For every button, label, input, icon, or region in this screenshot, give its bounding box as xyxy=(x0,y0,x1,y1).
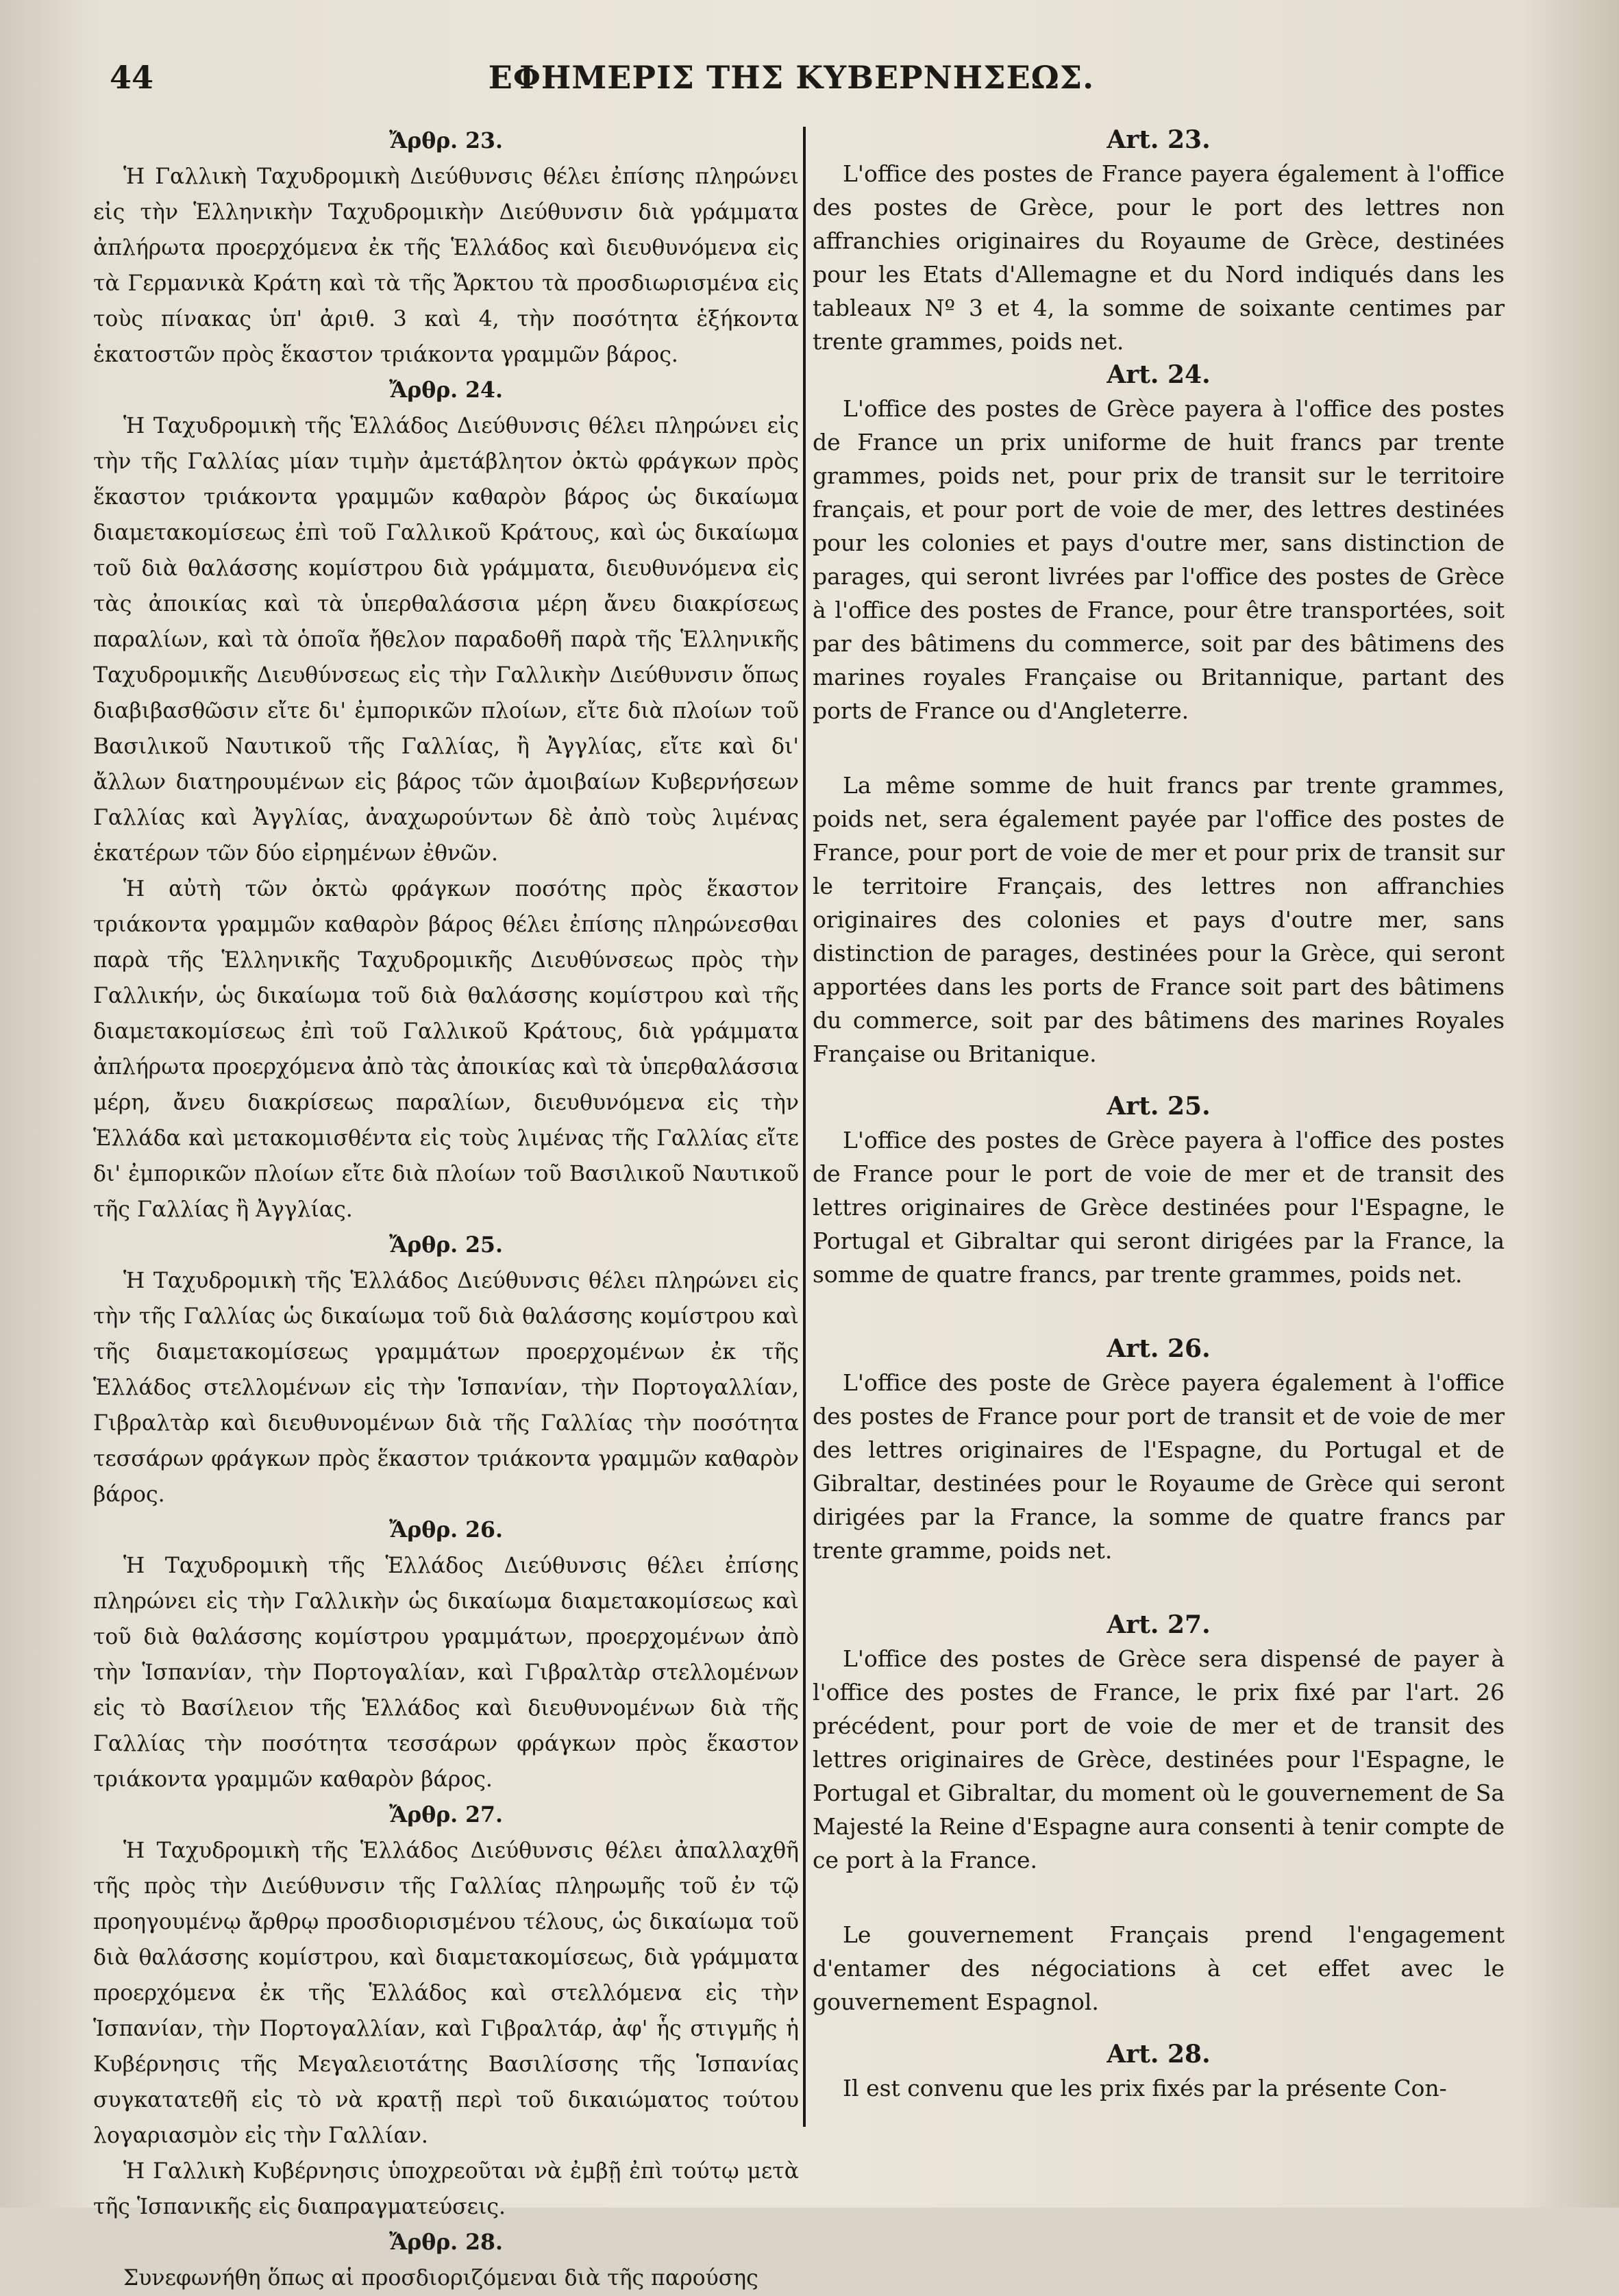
article-heading: Ἄρθρ. 24. xyxy=(389,377,503,403)
french-column xyxy=(813,123,1505,2171)
article-heading: Art. 26. xyxy=(1107,1334,1211,1363)
spacer xyxy=(813,2019,1505,2038)
article-paragraph: L'office des postes de Grèce payera à l'office des postes de France un prix uniforme de huit francs par trente grammes, poids net, pour prix de transit sur le territoire français, et pour port de voie de mer, des lettres destinées pour les colonies et pays d'outre mer, sans distinction de parages, qui seront livrées par l'office des postes de Grèce à l'office des postes de France, pour être transportées, soit par des bâtimens du commerce, soit par des bâtimens des marines royales Française ou Britannique, partant des ports de France ou d'Angleterre. xyxy=(813,395,1505,724)
spacer xyxy=(813,727,1505,769)
greek-column xyxy=(93,123,799,2291)
article-heading: Ἄρθρ. 28. xyxy=(389,2230,503,2255)
column-divider xyxy=(803,127,806,2127)
article-heading: Ἄρθρ. 23. xyxy=(389,128,503,153)
spacer xyxy=(813,1567,1505,1608)
page-header xyxy=(110,53,1473,108)
article-paragraph: La même somme de huit francs par trente grammes, poids net, sera également payée par l'office des postes de France, pour port de voie de mer et pour prix de transit sur le territoire Français, des lettres non affranchies originaires des colonies et pays d'outre mer, sans distinction de parages, destinées pour la Grèce, qui seront apportées dans les ports de France soit part des bâtimens du commerce, soit par des bâtimens des marines Royales Française ou Britanique. xyxy=(813,772,1505,1067)
article-heading: Art. 28. xyxy=(1107,2040,1211,2069)
article-paragraph: Ἡ Γαλλικὴ Ταχυδρομικὴ Διεύθυνσις θέλει ἐπίσης πληρώνει εἰς τὴν Ἑλληνικὴν Ταχυδρομικὴν Διεύθυνσιν διὰ γράμματα ἀπλήρωτα προερχόμενα ἐκ τῆς Ἑλλάδος καὶ διευθυνόμενα εἰς τὰ Γερμανικὰ Κράτη καὶ τὰ τῆς Ἄρκτου τὰ προσδιωρισμένα εἰς τοὺς πίνακας ὑπ' ἀριθ. 3 καὶ 4, τὴν ποσότητα ἑξήκοντα ἑκατοστῶν πρὸς ἕκαστον τριάκοντα γραμμῶν βάρος. xyxy=(93,164,799,367)
article-paragraph: Ἡ Γαλλικὴ Κυβέρνησις ὑποχρεοῦται νὰ ἐμβῇ ἐπὶ τούτῳ μετὰ τῆς Ἱσπανικῆς εἰς διαπραγματεύσεις. xyxy=(93,2159,799,2219)
page-number: 44 xyxy=(110,59,154,96)
article-heading: Art. 24. xyxy=(1107,360,1211,389)
article-paragraph: Ἡ Ταχυδρομικὴ τῆς Ἑλλάδος Διεύθυνσις θέλει πληρώνει εἰς τὴν τῆς Γαλλίας ὡς δικαίωμα τοῦ διὰ θαλάσσης κομίστρου καὶ τῆς διαμετακομίσεως γραμμάτων προερχομένων ἐκ τῆς Ἑλλάδος στελλομένων εἰς τὴν Ἱσπανίαν, τὴν Πορτογαλλίαν, Γιβραλτὰρ καὶ διευθυνομένων διὰ τῆς Γαλλίας τὴν ποσότητα τεσσάρων φράγκων πρὸς ἕκαστον τριάκοντα γραμμῶν καθαρὸν βάρος. xyxy=(93,1269,799,1507)
article-paragraph: Ἡ Ταχυδρομικὴ τῆς Ἑλλάδος Διεύθυνσις θέλει ἐπίσης πληρώνει εἰς τὴν Γαλλικὴν ὡς δικαίωμα διαμετακομίσεως καὶ τοῦ διὰ θαλάσσης κομίστρου γραμμάτων, προερχομένων ἀπὸ τὴν Ἱσπανίαν, τὴν Πορτογαλίαν, καὶ Γιβραλτὰρ στελλομένων εἰς τὸ Βασίλειον τῆς Ἑλλάδος καὶ διευθυνομένων διὰ τῆς Γαλλίας τὴν ποσότητα τεσσάρων φράγκων πρὸς ἕκαστον τριάκοντα γραμμῶν καθαρὸν βάρος. xyxy=(93,1553,799,1792)
article-paragraph: L'office des poste de Grèce payera également à l'office des postes de France pour port de transit et de voie de mer des lettres originaires de l'Espagne, du Portugal et de Gibraltar, destinées pour le Royaume de Grèce qui seront dirigées par la France, la somme de quatre francs par trente gramme, poids net. xyxy=(813,1369,1505,1564)
spacer xyxy=(813,1291,1505,1332)
article-paragraph: L'office des postes de Grèce payera à l'office des postes de France pour le port de voie de mer et de transit des lettres originaires de Grèce destinées pour l'Espagne, le Portugal et Gibraltar qui seront dirigées par la France, la somme de quatre francs, par trente grammes, poids net. xyxy=(813,1127,1505,1288)
article-paragraph: Ἡ αὐτὴ τῶν ὀκτὼ φράγκων ποσότης πρὸς ἕκαστον τριάκοντα γραμμῶν καθαρὸν βάρος θέλει ἐπίσης πληρώνεσθαι παρὰ τῆς Ἑλληνικῆς Ταχυδρομικῆς Διευθύνσεως πρὸς τὴν Γαλλικήν, ὡς δικαίωμα τοῦ διὰ θαλάσσης κομίστρου καὶ τῆς διαμετακομίσεως ἐπὶ τοῦ Γαλλικοῦ Κράτους, διὰ γράμματα ἀπλήρωτα προερχόμενα ἀπὸ τὰς ἀποικίας καὶ τὰ ὑπερθαλάσσια μέρη, ἄνευ διακρίσεως παραλίων, διευθυνόμενα εἰς τὴν Ἑλλάδα καὶ μετακομισθέντα εἰς τοὺς λιμένας τῆς Γαλλίας εἴτε δι' ἐμπορικῶν πλοίων εἴτε διὰ πλοίων τοῦ Βασιλικοῦ Ναυτικοῦ τῆς Γαλλίας ἢ Ἀγγλίας. xyxy=(93,877,799,1222)
article-paragraph: L'office des postes de Grèce sera dispensé de payer à l'office des postes de France, le prix fixé par l'art. 26 précédent, pour port de voie de mer et de transit des lettres originaires de Grèce, destinées pour l'Espagne, le Portugal et Gibraltar, du moment où le gouvernement de Sa Majesté la Reine d'Espagne aura consenti à tenir compte de ce port à la France. xyxy=(813,1645,1505,1873)
running-title: ΕΦΗΜΕΡΙΣ ΤΗΣ ΚΥΒΕΡΝΗΣΕΩΣ. xyxy=(488,59,1095,96)
article-paragraph: Ἡ Ταχυδρομικὴ τῆς Ἑλλάδος Διεύθυνσις θέλει πληρώνει εἰς τὴν τῆς Γαλλίας μίαν τιμὴν ἀμετάβλητον ὀκτὼ φράγκων πρὸς ἕκαστον τριάκοντα γραμμῶν καθαρὸν βάρος ὡς δικαίωμα διαμετακομίσεως ἐπὶ τοῦ Γαλλικοῦ Κράτους, καὶ ὡς δικαίωμα τοῦ διὰ θαλάσσης κομίστρου διὰ γράμματα, διευθυνόμενα εἰς τὰς ἀποικίας καὶ τὰ ὑπερθαλάσσια μέρη ἄνευ διακρίσεως παραλίων, καὶ τὰ ὁποῖα ἤθελον παραδοθῆ παρὰ τῆς Ἑλληνικῆς Ταχυδρομικῆς Διευθύνσεως εἰς τὴν Γαλλικὴν Διεύθυνσιν ὅπως διαβιβασθῶσιν εἴτε δι' ἐμπορικῶν πλοίων, εἴτε διὰ πλοίων τοῦ Βασιλικοῦ Ναυτικοῦ τῆς Γαλλίας, ἢ Ἀγγλίας, εἴτε καὶ δι' ἄλλων διατηρουμένων εἰς βάρος τῶν ἀμοιβαίων Κυβερνήσεων Γαλλίας καὶ Ἀγγλίας, ἀναχωρούντων δὲ ἀπὸ τοὺς λιμένας ἑκατέρων τῶν δύο εἰρημένων ἐθνῶν. xyxy=(93,414,799,866)
article-paragraph: Le gouvernement Français prend l'engagement d'entamer des négociations à cet effet avec le gouvernement Espagnol. xyxy=(813,1921,1505,2015)
article-heading: Art. 27. xyxy=(1107,1610,1211,1639)
article-heading: Ἄρθρ. 25. xyxy=(389,1232,503,1258)
article-paragraph: Il est convenu que les prix fixés par la présente Con- xyxy=(843,2075,1447,2101)
article-heading: Art. 23. xyxy=(1107,125,1211,154)
article-paragraph: Ἡ Ταχυδρομικὴ τῆς Ἑλλάδος Διεύθυνσις θέλει ἀπαλλαχθῆ τῆς πρὸς τὴν Διεύθυνσιν τῆς Γαλλίας πληρωμῆς τοῦ ἐν τῷ προηγουμένῳ ἄρθρῳ προσδιορισμένου τέλους, ὡς δικαίωμα τοῦ διὰ θαλάσσης κομίστρου, καὶ διαμετακομίσεως, διὰ γράμματα προερχόμενα ἐκ τῆς Ἑλλάδος καὶ στελλόμενα εἰς τὴν Ἱσπανίαν, τὴν Πορτογαλλίαν, καὶ Γιβραλτάρ, ἀφ' ἧς στιγμῆς ἡ Κυβέρνησις τῆς Μεγαλειοτάτης Βασιλίσσης τῆς Ἱσπανίας συγκατατεθῆ εἰς τὸ νὰ κρατῇ περὶ τοῦ δικαιώματος τούτου λογαριασμὸν εἰς τὴν Γαλλίαν. xyxy=(93,1838,799,2148)
article-heading: Ἄρθρ. 27. xyxy=(389,1802,503,1827)
spacer xyxy=(813,1877,1505,1918)
article-paragraph: L'office des postes de France payera également à l'office des postes de Grèce, pour le port des lettres non affranchies originaires du Royaume de Grèce, destinées pour les Etats d'Allemagne et du Nord indiqués dans les tableaux Nº 3 et 4, la somme de soixante centimes par trente grammes, poids net. xyxy=(813,160,1505,355)
article-heading: Art. 25. xyxy=(1107,1092,1211,1121)
article-paragraph: Συνεφωνήθη ὅπως αἱ προσδιοριζόμεναι διὰ τῆς παρούσης xyxy=(123,2266,758,2291)
article-heading: Ἄρθρ. 26. xyxy=(389,1517,503,1543)
spacer xyxy=(813,1071,1505,1090)
